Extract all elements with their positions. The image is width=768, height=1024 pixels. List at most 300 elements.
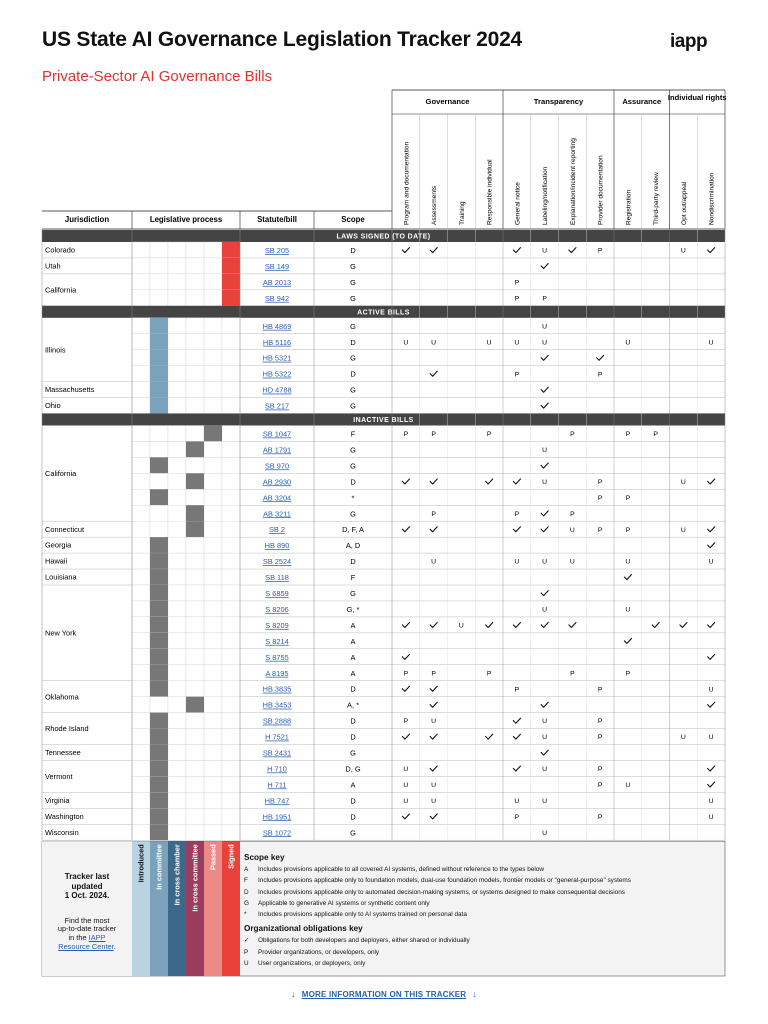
obligation-mark: U	[625, 558, 631, 566]
check-icon	[541, 591, 548, 596]
process-stage-marker	[150, 617, 168, 633]
bill-link[interactable]: AB 2930	[262, 477, 292, 487]
bill-scope: D, F, A	[342, 525, 364, 535]
obligation-key-code: ✓	[244, 937, 250, 945]
bill-link[interactable]: SB 1072	[262, 828, 292, 838]
bill-link[interactable]: SB 118	[265, 573, 289, 583]
process-cell	[186, 350, 204, 366]
obligation-header-10: Opt out/appeal	[680, 181, 688, 225]
bill-link[interactable]: H 7521	[265, 732, 289, 742]
obligation-mark: P	[486, 431, 492, 439]
process-cell	[168, 274, 186, 290]
obligation-mark: P	[597, 718, 603, 726]
process-cell	[168, 242, 186, 258]
bill-scope: G	[350, 461, 356, 471]
check-icon	[402, 686, 409, 691]
check-icon	[708, 543, 715, 548]
check-icon	[708, 766, 715, 771]
obligation-mark: U	[514, 797, 520, 805]
scope-key-item	[244, 875, 724, 886]
obligation-mark: U	[431, 782, 437, 789]
bill-link[interactable]: AB 3211	[263, 509, 291, 519]
obligation-mark: U	[680, 247, 686, 255]
process-cell	[186, 318, 204, 334]
process-stage-marker	[150, 633, 168, 649]
bill-link[interactable]: H 710	[267, 764, 287, 774]
process-cell	[168, 441, 186, 457]
process-cell	[168, 553, 186, 569]
stage-label-1: In committee	[154, 844, 164, 890]
bill-link[interactable]: S 6859	[265, 589, 289, 598]
process-cell	[222, 745, 240, 761]
updated-date: 1 Oct. 2024.	[64, 891, 110, 900]
check-icon	[624, 638, 631, 643]
bill-link[interactable]: SB 942	[264, 293, 290, 303]
obligation-mark: P	[403, 431, 409, 439]
process-stage-marker	[204, 426, 222, 442]
process-cell	[204, 398, 222, 414]
process-cell	[132, 633, 150, 649]
process-cell	[132, 681, 150, 697]
process-stage-committee	[150, 398, 168, 414]
process-stage-marker	[150, 489, 168, 505]
bill-scope: D	[350, 557, 356, 567]
scope-key-text: Includes provisions applicable only to AI systems trained on personal data	[258, 911, 467, 919]
jurisdiction-label: Georgia	[45, 540, 72, 550]
process-cell	[168, 808, 186, 824]
obligation-mark: U	[542, 734, 548, 742]
obligation-mark: U	[486, 339, 492, 347]
process-cell	[132, 457, 150, 473]
process-cell	[222, 681, 240, 697]
check-icon	[541, 355, 548, 360]
resource-center-link[interactable]: Resource Center	[58, 941, 114, 951]
process-cell	[150, 697, 168, 713]
check-icon	[486, 479, 493, 484]
bill-scope: F	[350, 573, 356, 583]
process-cell	[168, 473, 186, 489]
bill-scope: G	[350, 748, 356, 758]
obligation-mark: P	[431, 670, 436, 678]
process-cell	[132, 665, 150, 681]
process-cell	[168, 697, 186, 713]
obligation-mark: U	[542, 766, 548, 774]
process-cell	[222, 382, 240, 398]
obligation-key-text: Obligations for both developers and deployers, either shared or individually	[258, 937, 470, 945]
check-icon	[430, 734, 437, 739]
process-cell	[168, 537, 186, 553]
process-cell	[168, 792, 186, 808]
process-cell	[222, 729, 240, 745]
check-icon	[708, 248, 715, 253]
check-icon	[513, 734, 520, 739]
obligation-mark: U	[625, 339, 631, 347]
process-cell	[168, 318, 186, 334]
obligation-mark: P	[514, 686, 520, 694]
check-icon	[541, 702, 548, 707]
page-title: US State AI Governance Legislation Tracker 2024	[42, 28, 523, 51]
obligation-mark: U	[708, 734, 714, 742]
process-cell	[186, 290, 204, 306]
col-scope: Scope	[341, 215, 365, 224]
process-stage-signed	[222, 242, 240, 258]
obligation-mark: U	[680, 478, 686, 486]
bill-link[interactable]: HB 5116	[262, 337, 292, 347]
process-cell	[222, 713, 240, 729]
process-cell	[204, 569, 222, 585]
process-cell	[168, 521, 186, 537]
check-icon	[430, 814, 437, 819]
jurisdiction-label: Wisconsin	[45, 827, 79, 837]
process-stage-marker	[150, 776, 168, 792]
check-icon	[402, 479, 409, 484]
more-info-link[interactable]: MORE INFORMATION ON THIS TRACKER	[301, 990, 467, 999]
process-cell	[222, 318, 240, 334]
obligation-mark: U	[403, 339, 409, 347]
process-cell	[132, 776, 150, 792]
bill-link[interactable]: HB 3835	[262, 684, 292, 694]
process-cell	[204, 585, 222, 601]
arrow-down-icon: ↓	[291, 989, 296, 999]
bill-link[interactable]: H 711	[267, 780, 287, 790]
check-icon	[430, 766, 437, 771]
scope-key-text: Includes provisions applicable to all covered AI systems, defined without reference to the types below	[258, 866, 544, 874]
bill-link[interactable]: A 8195	[265, 668, 289, 678]
process-cell	[168, 258, 186, 274]
process-cell	[222, 617, 240, 633]
process-cell	[204, 745, 222, 761]
bill-link[interactable]: SB 205	[264, 246, 290, 255]
obligation-mark: U	[542, 447, 548, 455]
process-cell	[204, 441, 222, 457]
find-end: .	[113, 941, 116, 951]
jurisdiction-label: California	[45, 285, 77, 295]
process-stage-marker	[150, 824, 168, 840]
obligation-mark: P	[625, 526, 631, 534]
process-cell	[132, 729, 150, 745]
jurisdiction-label: Utah	[45, 261, 61, 271]
process-cell	[186, 633, 204, 649]
bill-link[interactable]: SB 217	[264, 401, 290, 411]
process-cell	[186, 601, 204, 617]
bill-link[interactable]: HB 3453	[262, 700, 292, 710]
process-stage-marker	[150, 713, 168, 729]
col-jurisdiction: Jurisdiction	[64, 215, 110, 224]
obligation-mark: P	[486, 670, 492, 678]
process-cell	[204, 382, 222, 398]
process-cell	[204, 290, 222, 306]
scope-key-item	[244, 909, 724, 920]
process-cell	[186, 760, 204, 776]
process-cell	[186, 729, 204, 745]
process-stage-marker	[186, 473, 204, 489]
check-icon	[541, 527, 548, 532]
process-cell	[150, 290, 168, 306]
process-cell	[222, 505, 240, 521]
obligation-mark: U	[708, 558, 714, 566]
process-cell	[222, 697, 240, 713]
process-cell	[132, 521, 150, 537]
process-cell	[222, 792, 240, 808]
process-cell	[150, 505, 168, 521]
process-cell	[132, 745, 150, 761]
obligation-mark: P	[570, 670, 575, 678]
process-cell	[150, 473, 168, 489]
process-cell	[204, 633, 222, 649]
bill-scope: G	[350, 589, 356, 598]
bill-scope: D	[350, 369, 356, 379]
bill-link[interactable]: SB 1047	[262, 429, 292, 439]
jurisdiction-label: Ohio	[45, 401, 61, 411]
obligation-mark: P	[597, 734, 603, 742]
check-icon	[541, 403, 548, 408]
obligation-mark: P	[597, 247, 603, 255]
obligation-key-code: U	[244, 959, 249, 967]
process-cell	[222, 665, 240, 681]
obligation-mark: P	[653, 431, 658, 439]
process-cell	[168, 633, 186, 649]
process-cell	[150, 426, 168, 442]
bill-link[interactable]: SB 149	[264, 261, 290, 271]
obligation-header-0: Program and documentation	[403, 141, 411, 225]
obligation-mark: P	[597, 813, 603, 821]
obligation-mark: P	[542, 295, 547, 303]
check-icon	[624, 575, 631, 580]
obligation-group-3: Individual rights	[667, 93, 727, 102]
process-cell	[168, 569, 186, 585]
bill-scope: A	[350, 636, 356, 646]
obligation-mark: U	[458, 622, 464, 630]
process-cell	[186, 426, 204, 442]
process-stage-marker	[150, 537, 168, 553]
bill-link[interactable]: S 8755	[265, 652, 289, 662]
process-cell	[132, 242, 150, 258]
process-cell	[168, 426, 186, 442]
jurisdiction-label: Vermont	[45, 772, 73, 781]
bill-link[interactable]: S 8206	[265, 604, 289, 614]
jurisdiction-label: Illinois	[45, 345, 66, 355]
obligation-mark: U	[542, 339, 548, 347]
process-cell	[222, 569, 240, 585]
scope-key-code: *	[244, 911, 247, 919]
bill-link[interactable]: HB 890	[264, 541, 290, 551]
obligation-mark: P	[597, 782, 603, 789]
process-stage-marker	[150, 601, 168, 617]
bill-link[interactable]: AB 3204	[262, 493, 292, 503]
process-stage-marker	[186, 441, 204, 457]
process-cell	[186, 824, 204, 840]
process-cell	[168, 457, 186, 473]
process-cell	[204, 366, 222, 382]
bill-scope: A	[350, 780, 356, 790]
process-cell	[186, 553, 204, 569]
check-icon	[541, 750, 548, 755]
process-cell	[132, 426, 150, 442]
obligation-header-2: Training	[458, 201, 466, 225]
iapp-logo: iapp	[670, 31, 708, 52]
stage-label-3: In cross committee	[190, 844, 200, 912]
process-cell	[132, 274, 150, 290]
process-cell	[222, 808, 240, 824]
obligation-header-8: Registration	[625, 189, 633, 225]
bill-link[interactable]: HD 4788	[262, 385, 292, 395]
bill-link[interactable]: HB 747	[264, 796, 290, 806]
bill-link[interactable]: AB 2013	[262, 277, 292, 287]
col-process: Legislative process	[149, 215, 223, 224]
process-stage-marker	[150, 585, 168, 601]
tracker-update-note	[44, 852, 130, 952]
process-cell	[186, 242, 204, 258]
process-cell	[204, 697, 222, 713]
process-cell	[186, 398, 204, 414]
obligation-mark: U	[708, 686, 714, 694]
process-cell	[168, 729, 186, 745]
bill-scope: G	[350, 261, 356, 271]
stage-label-4: Passed	[208, 844, 218, 871]
process-cell	[222, 585, 240, 601]
obligation-mark: P	[514, 510, 520, 518]
obligation-mark: U	[431, 339, 437, 347]
check-icon	[513, 479, 520, 484]
process-cell	[132, 808, 150, 824]
find-line: in the	[68, 933, 87, 943]
check-icon	[430, 686, 437, 691]
bill-link[interactable]: SB 2	[268, 525, 286, 535]
process-cell	[132, 649, 150, 665]
bill-scope: G	[350, 293, 356, 303]
bill-link[interactable]: SB 2888	[262, 716, 292, 726]
obligation-mark: U	[542, 478, 548, 486]
check-icon	[569, 248, 576, 253]
bill-scope: D	[350, 716, 356, 726]
check-icon	[513, 527, 520, 532]
process-cell	[186, 457, 204, 473]
obligation-mark: U	[680, 526, 686, 534]
process-stage-marker	[150, 808, 168, 824]
jurisdiction-label: Oklahoma	[45, 692, 79, 702]
bill-link[interactable]: HB 5322	[262, 369, 292, 379]
process-stage-marker	[150, 665, 168, 681]
obligation-header-7: Provider documentation	[597, 155, 605, 225]
process-cell	[132, 489, 150, 505]
bill-link[interactable]: SB 2431	[262, 748, 292, 758]
process-cell	[204, 274, 222, 290]
jurisdiction-label: Rhode Island	[45, 724, 89, 734]
process-cell	[222, 776, 240, 792]
process-stage-committee	[150, 350, 168, 366]
process-cell	[150, 521, 168, 537]
obligations-key-item	[244, 935, 724, 946]
bill-scope: A	[350, 620, 356, 630]
bill-link[interactable]: SB 2524	[262, 557, 292, 567]
bill-scope: D	[350, 796, 356, 806]
check-icon	[708, 782, 715, 787]
process-cell	[186, 366, 204, 382]
jurisdiction-label: Colorado	[45, 245, 75, 255]
process-cell	[222, 537, 240, 553]
bill-scope: G	[350, 385, 356, 395]
obligation-mark: U	[625, 782, 631, 789]
iapp-link[interactable]: IAPP	[88, 933, 106, 943]
process-cell	[222, 633, 240, 649]
bill-scope: D	[350, 477, 356, 487]
process-cell	[186, 537, 204, 553]
scope-key-code: A	[244, 866, 249, 874]
process-stage-signed	[222, 274, 240, 290]
process-stage-committee	[150, 382, 168, 398]
updated-line: Tracker last	[64, 872, 110, 881]
process-cell	[132, 569, 150, 585]
bill-scope: G, *	[346, 604, 360, 614]
process-cell	[132, 713, 150, 729]
process-cell	[204, 649, 222, 665]
bill-link[interactable]: HB 5321	[262, 353, 292, 363]
check-icon	[430, 527, 437, 532]
check-icon	[486, 734, 493, 739]
obligation-header-3: Responsible individual	[486, 159, 494, 225]
obligation-mark: P	[597, 686, 603, 694]
check-icon	[652, 623, 659, 628]
process-stage-marker	[150, 553, 168, 569]
obligation-mark: P	[597, 371, 603, 379]
bill-link[interactable]: S 8214	[265, 636, 289, 646]
check-icon	[708, 479, 715, 484]
bill-scope: A	[350, 652, 356, 662]
section-title: ACTIVE BILLS	[357, 309, 410, 317]
bill-scope: *	[351, 493, 355, 503]
process-cell	[204, 334, 222, 350]
process-stage-committee	[150, 318, 168, 334]
obligation-mark: U	[569, 558, 575, 566]
obligation-mark: P	[625, 431, 631, 439]
check-icon	[402, 734, 409, 739]
bill-scope: A, *	[347, 700, 359, 710]
check-icon	[430, 479, 437, 484]
stage-label-5: Signed	[226, 844, 236, 869]
process-cell	[204, 457, 222, 473]
process-cell	[186, 274, 204, 290]
check-icon	[708, 702, 715, 707]
process-stage-marker	[186, 697, 204, 713]
bill-link[interactable]: HB 4869	[262, 321, 292, 331]
bill-scope: D	[350, 684, 356, 694]
bill-scope: D	[350, 337, 356, 347]
bill-scope: G	[350, 401, 356, 411]
bill-link[interactable]: AB 1791	[262, 445, 292, 455]
obligation-mark: P	[597, 478, 603, 486]
bill-link[interactable]: HB 1951	[262, 812, 292, 822]
bill-link[interactable]: S 8209	[265, 620, 289, 630]
bill-link[interactable]: SB 970	[264, 461, 290, 471]
check-icon	[402, 814, 409, 819]
check-icon	[402, 654, 409, 659]
process-stage-marker	[150, 569, 168, 585]
process-cell	[222, 457, 240, 473]
obligation-mark: U	[431, 558, 437, 566]
process-cell	[132, 290, 150, 306]
process-cell	[204, 521, 222, 537]
process-cell	[168, 617, 186, 633]
check-icon	[541, 264, 548, 269]
process-cell	[204, 505, 222, 521]
process-cell	[132, 697, 150, 713]
process-cell	[186, 713, 204, 729]
check-icon	[708, 654, 715, 659]
obligation-mark: U	[403, 797, 409, 805]
scope-key-code: D	[244, 888, 249, 896]
jurisdiction-label: Tennessee	[45, 748, 81, 758]
check-icon	[513, 623, 520, 628]
